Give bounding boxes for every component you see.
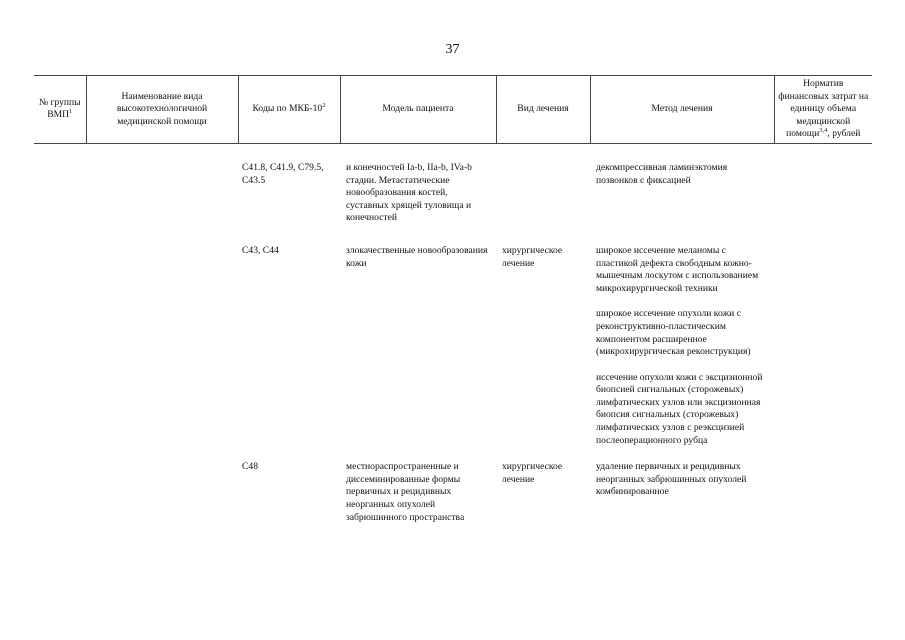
page-number: 37 (445, 42, 460, 57)
icd-codes-cell: C43, C44 (242, 244, 279, 256)
vmp-table (34, 75, 872, 524)
patient-model-cell: местнораспространенные и диссеминированные формы первичных и рецидивных неорганных опухолей забрюшинного пространства (346, 461, 465, 523)
table-row (34, 143, 872, 224)
header-group-no: № группы ВМП$^1$ (34, 76, 86, 144)
treatment-method-cell (590, 447, 774, 524)
method-item: удаление первичных и рецидивных неорганных забрюшинных опухолей комбинированное (596, 461, 747, 498)
patient-model-cell: и конечностей Ia-b, IIa-b, IVa-b стадии. Метастатические новообразования костей, суставных хрящей туловища и конечностей (346, 161, 472, 224)
header-care-name: Наименование вида высокотехнологичной медицинской помощи (86, 76, 238, 144)
treatment-type-cell: хирургическое лечение (502, 461, 563, 485)
method-item: иссечение опухоли кожи с эксцизионной биопсией сигнальных (сторожевых) лимфатических узлов или эксцизионная биопсия сигнальных (сторожевых) лимфатических узлов с реэксцизией послеоперационного рубца (596, 371, 763, 446)
table-row (34, 225, 872, 447)
treatment-method-cell (590, 143, 774, 224)
header-patient-model: Модель пациента (340, 76, 496, 144)
icd-codes-cell: C48 (242, 461, 258, 473)
method-item: декомпрессивная ламинэктомия позвонков с фиксацией (596, 161, 728, 186)
header-icd-codes: Коды по МКБ-$10^2$ (238, 76, 340, 144)
treatment-type-cell (496, 143, 590, 224)
patient-model-cell: злокачественные новообразования кожи (346, 244, 488, 269)
table-row (34, 447, 872, 524)
method-item: широкое иссечение опухоли кожи с реконструктивно-пластическим компонентом расширенное (микрохирургическая реконструкция) (596, 308, 751, 358)
header-cost-norm: Норматив финансовых затрат на единицу объема медицинской помощи$^{3,4}$, рублей (774, 76, 872, 144)
header-treatment-method: Метод лечения (590, 76, 774, 144)
icd-codes-cell: C41.8, C41.9, C79.5, C43.5 (242, 161, 324, 186)
header-treatment-type: Вид лечения (496, 76, 590, 144)
method-item: широкое иссечение меланомы с пластикой дефекта свободным кожно-мышечным лоскутом с использованием микрохирургической техники (596, 244, 759, 294)
treatment-type-cell: хирургическое лечение (502, 244, 563, 269)
table-header-row (34, 76, 872, 144)
treatment-method-cell (590, 225, 774, 447)
